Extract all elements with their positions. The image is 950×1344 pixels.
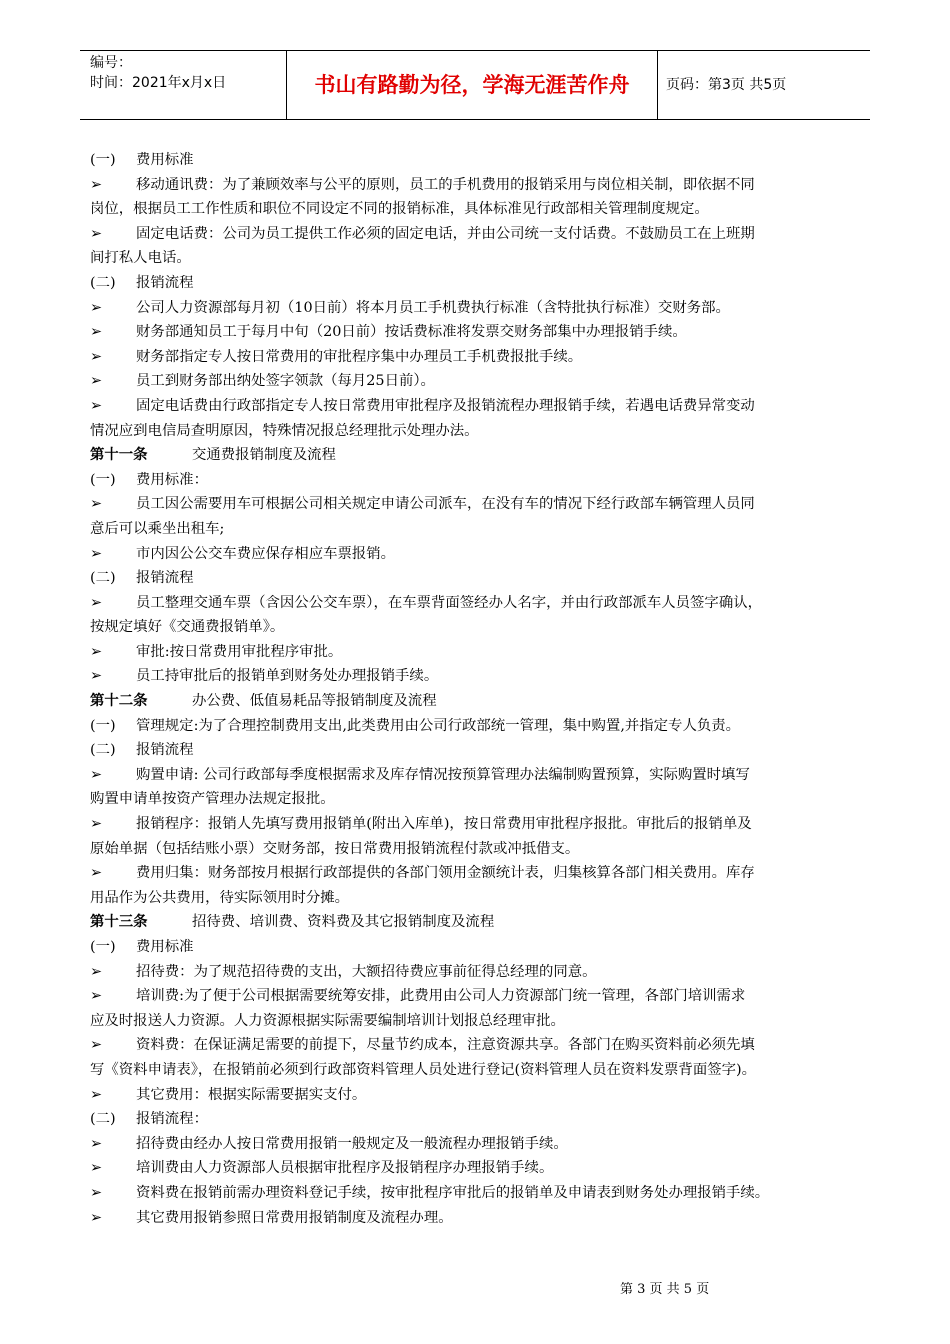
item-text: 固定电话费：公司为员工提供工作必须的固定电话，并由公司统一支付话费。不鼓励员工在上班期 (136, 225, 755, 242)
bullet-item (90, 640, 866, 665)
section-marker: (一) (90, 152, 116, 168)
bullet-item (90, 173, 866, 198)
bullet-item (90, 984, 866, 1009)
item-text: 其它费用报销参照日常费用报销制度及流程办理。 (136, 1209, 453, 1226)
item-text: 财务部指定专人按日常费用的审批程序集中办理员工手机费报批手续。 (136, 348, 583, 365)
section-item (90, 714, 866, 739)
section-item (90, 738, 866, 763)
item-text: 培训费:为了便于公司根据需要统筹安排，此费用由公司人力资源部门统一管理，各部门培训需求 (136, 988, 746, 1005)
item-text: 资料费在报销前需办理资料登记手续，按审批程序审批后的报销单及申请表到财务处办理报销手续。 (136, 1184, 770, 1201)
article-title: 交通费报销制度及流程 (192, 447, 336, 464)
item-text: 费用标准 (136, 152, 194, 168)
item-text: 报销流程 (136, 570, 194, 587)
article-number: 第十二条 (90, 692, 148, 710)
paragraph-continuation: 写《资料申请表》，在报销前必须到行政部资料管理人员处进行登记(资料管理人员在资料发票背面签字)。 (90, 1061, 757, 1078)
item-text: 其它费用：根据实际需要据实支付。 (136, 1086, 367, 1103)
item-text: 报销流程 (136, 742, 194, 759)
item-text: 员工整理交通车票（含因公公交车票），在车票背面签经办人名字，并由行政部派车人员签字确认， (136, 594, 762, 611)
item-text: 移动通讯费：为了兼顾效率与公平的原则，员工的手机费用的报销采用与岗位相关制，即依据不同 (136, 176, 755, 193)
bullet-item (90, 1181, 866, 1206)
bullet-arrow-icon: ➢ (90, 545, 103, 562)
bullet-arrow-icon: ➢ (90, 176, 103, 193)
bullet-item (90, 369, 866, 394)
item-text: 费用归集：财务部按月根据行政部提供的各部门领用金额统计表，归集核算各部门相关费用。库存 (136, 865, 755, 882)
section-marker: (二) (90, 274, 116, 291)
bullet-item (90, 763, 866, 788)
paragraph-continuation: 岗位，根据员工工作性质和职位不同设定不同的报销标准，具体标准见行政部相关管理制度规定。 (90, 201, 709, 218)
bullet-arrow-icon: ➢ (90, 496, 103, 513)
item-text: 资料费：在保证满足需要的前提下，尽量节约成本，注意资源共享。各部门在购买资料前必须先填 (136, 1037, 755, 1054)
item-text: 员工因公需要用车可根据公司相关规定申请公司派车，在没有车的情况下经行政部车辆管理人员同 (136, 496, 755, 513)
header-motto: 书山有路勤为径，学海无涯苦作舟 (287, 51, 658, 119)
article-title: 招待费、培训费、资料费及其它报销制度及流程 (192, 914, 495, 931)
bullet-item (90, 591, 866, 616)
bullet-item (90, 1083, 866, 1108)
item-text: 市内因公公交车费应保存相应车票报销。 (136, 545, 396, 562)
article-number: 第十三条 (90, 913, 148, 931)
bullet-arrow-icon: ➢ (90, 397, 103, 414)
bullet-arrow-icon: ➢ (90, 1086, 103, 1103)
paragraph-continuation: 意后可以乘坐出租车; (90, 520, 225, 537)
paragraph-continuation: 间打私人电话。 (90, 250, 191, 267)
bullet-arrow-icon: ➢ (90, 324, 103, 341)
time-label: 时间：2021年x月x日 (90, 75, 227, 91)
bullet-item (90, 394, 866, 419)
section-item (90, 1107, 866, 1132)
bullet-arrow-icon: ➢ (90, 816, 103, 833)
section-marker: (二) (90, 742, 116, 759)
bullet-item (90, 1156, 866, 1181)
bullet-arrow-icon: ➢ (90, 766, 103, 783)
article-title: 办公费、低值易耗品等报销制度及流程 (192, 693, 437, 710)
item-text: 购置申请: 公司行政部每季度根据需求及库存情况按预算管理办法编制购置预算，实际购置时填写 (136, 766, 750, 783)
bullet-item (90, 296, 866, 321)
item-text: 员工持审批后的报销单到财务处办理报销手续。 (136, 668, 439, 685)
item-text: 费用标准 (136, 939, 194, 955)
bullet-arrow-icon: ➢ (90, 1209, 103, 1226)
section-marker: (二) (90, 1111, 116, 1128)
bullet-item (90, 320, 866, 345)
bullet-arrow-icon: ➢ (90, 963, 103, 980)
item-text: 员工到财务部出纳处签字领款（每月25日前）。 (136, 373, 435, 390)
bullet-arrow-icon: ➢ (90, 988, 103, 1005)
bullet-item (90, 222, 866, 247)
section-marker: (二) (90, 570, 116, 587)
page-footer: 第 3 页 共 5 页 (620, 1282, 710, 1297)
bullet-arrow-icon: ➢ (90, 373, 103, 390)
bullet-arrow-icon: ➢ (90, 865, 103, 882)
section-item (90, 468, 866, 493)
bullet-arrow-icon: ➢ (90, 594, 103, 611)
bullet-arrow-icon: ➢ (90, 348, 103, 365)
bullet-item (90, 492, 866, 517)
item-text: 报销流程 (136, 274, 194, 291)
bullet-item (90, 861, 866, 886)
bullet-item (90, 345, 866, 370)
header-page-number: 页码：第3页 共5页 (666, 77, 787, 93)
article-number: 第十一条 (90, 446, 148, 464)
item-text: 管理规定:为了合理控制费用支出,此类费用由公司行政部统一管理，集中购置,并指定专人负责。 (136, 717, 741, 734)
item-text: 报销流程： (136, 1111, 208, 1128)
item-text: 公司人力资源部每月初（10日前）将本月员工手机费执行标准（含特批执行标准）交财务部。 (136, 299, 730, 316)
bullet-item (90, 542, 866, 567)
bullet-item (90, 1206, 866, 1231)
section-item (90, 271, 866, 296)
section-marker: (一) (90, 471, 116, 488)
article-heading (90, 910, 866, 935)
item-text: 财务部通知员工于每月中旬（20日前）按话费标准将发票交财务部集中办理报销手续。 (136, 324, 687, 341)
paragraph-continuation: 用品作为公共费用，待实际领用时分摊。 (90, 889, 350, 906)
serial-label: 编号： (90, 55, 132, 71)
header-meta (80, 51, 287, 119)
item-text: 报销程序：报销人先填写费用报销单(附出入库单)，按日常费用审批程序报批。审批后的报销单及 (136, 816, 752, 833)
bullet-arrow-icon: ➢ (90, 225, 103, 242)
bullet-arrow-icon: ➢ (90, 1160, 103, 1177)
item-text: 培训费由人力资源部人员根据审批程序及报销程序办理报销手续。 (136, 1160, 554, 1177)
paragraph-continuation: 情况应到电信局查明原因，特殊情况报总经理批示处理办法。 (90, 422, 479, 439)
bullet-arrow-icon: ➢ (90, 299, 103, 316)
paragraph-continuation: 购置申请单按资产管理办法规定报批。 (90, 791, 335, 808)
item-text: 审批:按日常费用审批程序审批。 (136, 643, 343, 660)
article-heading (90, 443, 866, 468)
section-item (90, 935, 866, 960)
bullet-item (90, 664, 866, 689)
item-text: 费用标准： (136, 471, 208, 488)
bullet-item (90, 1132, 866, 1157)
section-item (90, 566, 866, 591)
bullet-item (90, 812, 866, 837)
article-heading (90, 689, 866, 714)
paragraph-continuation: 应及时报送人力资源。人力资源根据实际需要编制培训计划报总经理审批。 (90, 1012, 565, 1029)
bullet-item (90, 1033, 866, 1058)
item-text: 招待费：为了规范招待费的支出，大额招待费应事前征得总经理的同意。 (136, 963, 597, 980)
paragraph-continuation: 原始单据（包括结账小票）交财务部，按日常费用报销流程付款或冲抵借支。 (90, 840, 580, 857)
bullet-arrow-icon: ➢ (90, 643, 103, 660)
bullet-arrow-icon: ➢ (90, 1037, 103, 1054)
paragraph-continuation: 按规定填好《交通费报销单》。 (90, 619, 285, 636)
bullet-arrow-icon: ➢ (90, 1135, 103, 1152)
section-marker: (一) (90, 717, 116, 734)
item-text: 招待费由经办人按日常费用报销一般规定及一般流程办理报销手续。 (136, 1135, 568, 1152)
bullet-arrow-icon: ➢ (90, 1184, 103, 1201)
item-text: 固定电话费由行政部指定专人按日常费用审批程序及报销流程办理报销手续，若遇电话费异常变动 (136, 397, 755, 414)
document-body (90, 148, 866, 1230)
page-header (80, 50, 870, 120)
bullet-item (90, 960, 866, 985)
section-marker: (一) (90, 939, 116, 955)
bullet-arrow-icon: ➢ (90, 668, 103, 685)
section-item (90, 148, 866, 173)
